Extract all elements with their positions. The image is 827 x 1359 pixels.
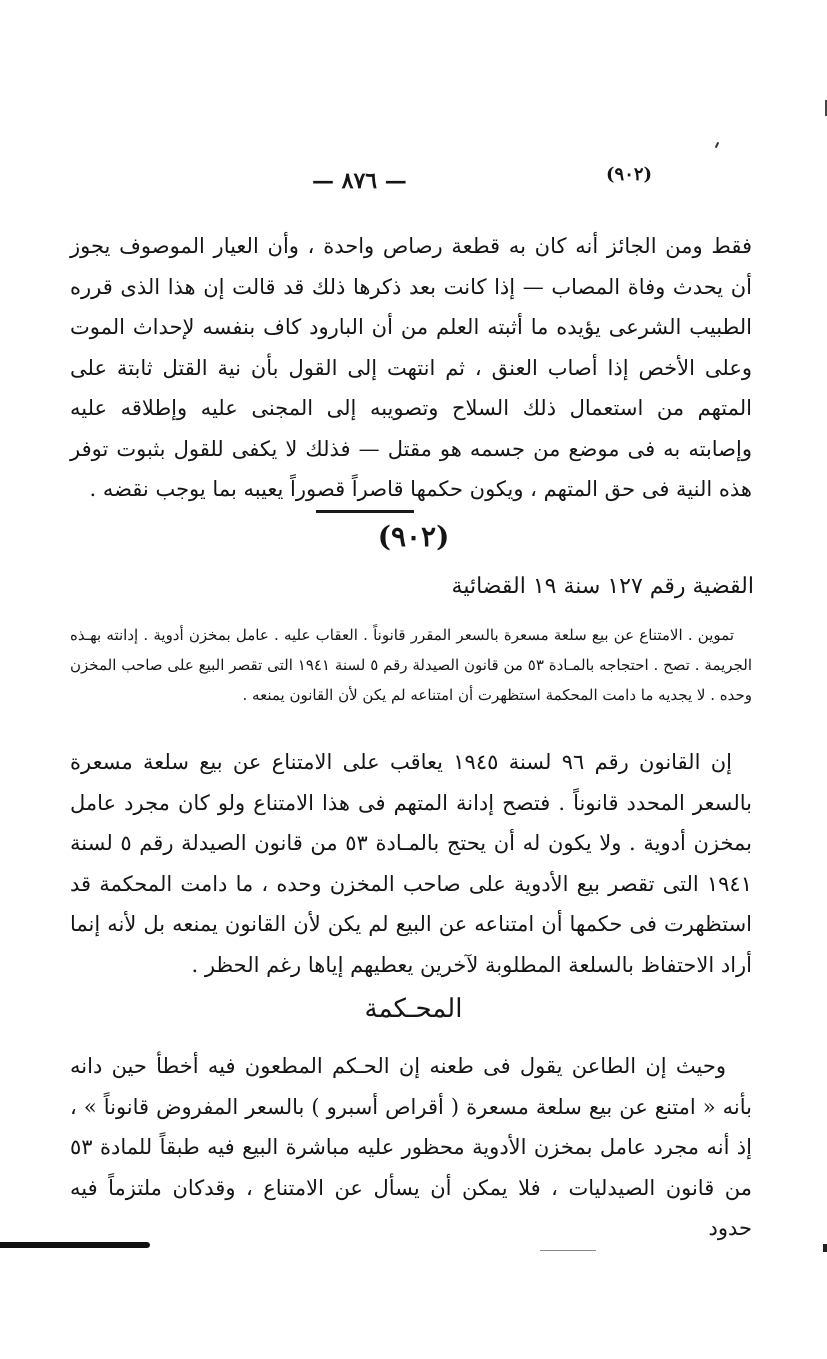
case-number: (٩٠٢) <box>377 520 450 553</box>
page-number: — ٨٧٦ — <box>312 168 407 194</box>
ink-mark <box>715 142 719 148</box>
body-paragraph-continued: فقط ومن الجائز أنه كان به قطعة رصاص واحدة ، وأن العيار الموصوف يجوز أن يحدث وفاة المصاب — إذا كانت بعد ذكرها ذلك قد قالت إن هذا الذى قرره الطبيب الشرعى يؤيده ما أثبته العلم من أن البارود كاف بنفسه لإحداث الموت وعلى الأخص إذا أصاب العنق ، ثم انتهت إلى القول بأن نية القتل ثابتة على المتهم من استعمال ذلك السلاح وتصويبه إلى المجنى عليه وإطلاقه عليه وإصابته به فى موضع من جسمه هو مقتل — فذلك لا يكفى للقول بثبوت توفر هذه النية فى حق المتهم ، ويكون حكمها قاصراً قصوراً يعيبه بما يوجب نقضه . <box>70 234 752 501</box>
case-summary: تموين . الامتناع عن بيع سلعة مسعرة بالسعر المقرر قانوناً . العقاب عليه . عامل بمخزن أدوية . إدانته بهـذه الجريمة . تصح . احتجاجه بالمـادة ٥٣ من قانون الصيدلة رقم ٥ لسنة ١٩٤١ التى تقصر البيع على صاحب المخزن وحده . لا يجديه ما دامت المحكمة استظهرت أن امتناعه لم يكن لأن القانون يمنعه . <box>70 626 752 704</box>
margin-mark <box>823 1244 827 1252</box>
running-case-reference: (٩٠٢) <box>606 164 653 185</box>
footer-rule <box>0 1242 150 1248</box>
legal-principle-paragraph: إن القانون رقم ٩٦ لسنة ١٩٤٥ يعاقب على الامتناع عن بيع سلعة مسعرة بالسعر المحدد قانوناً . فتصح إدانة المتهم فى هذا الامتناع ولو كان مجرد عامل بمخزن أدوية . ولا يكون له أن يحتج بالمـادة ٥٣ من قانون الصيدلة رقم ٥ لسنة ١٩٤١ التى تقصر بيع الأدوية على صاحب المخزن وحده ، ما دامت المحكمة قد استظهرت فى حكمها أن امتناعه عن البيع لم يكن لأن القانون يمنعه بل لأنه إنما أراد الاحتفاظ بالسلعة المطلوبة لآخرين يعطيهم إياها رغم الحظر . <box>70 750 753 977</box>
footnote-rule <box>540 1250 596 1251</box>
case-title: القضية رقم ١٢٧ سنة ١٩ القضائية <box>451 574 754 599</box>
page-header <box>0 164 827 204</box>
section-separator <box>316 510 414 513</box>
section-heading: المحـكمة <box>364 994 463 1024</box>
court-reasoning-paragraph: وحيث إن الطاعن يقول فى طعنه إن الحـكم المطعون فيه أخطأ حين دانه بأنه « امتنع عن بيع سلعة مسعرة ( أقراص أسبرو ) بالسعر المفروض قانوناً » ، إذ أنه مجرد عامل بمخزن الأدوية محظور عليه مباشرة البيع فيه طبقاً للمادة ٥٣ من قانون الصيدليات ، فلا يمكن أن يسأل عن الامتناع ، وقدكان ملتزماً فيه حدود <box>70 1054 752 1240</box>
